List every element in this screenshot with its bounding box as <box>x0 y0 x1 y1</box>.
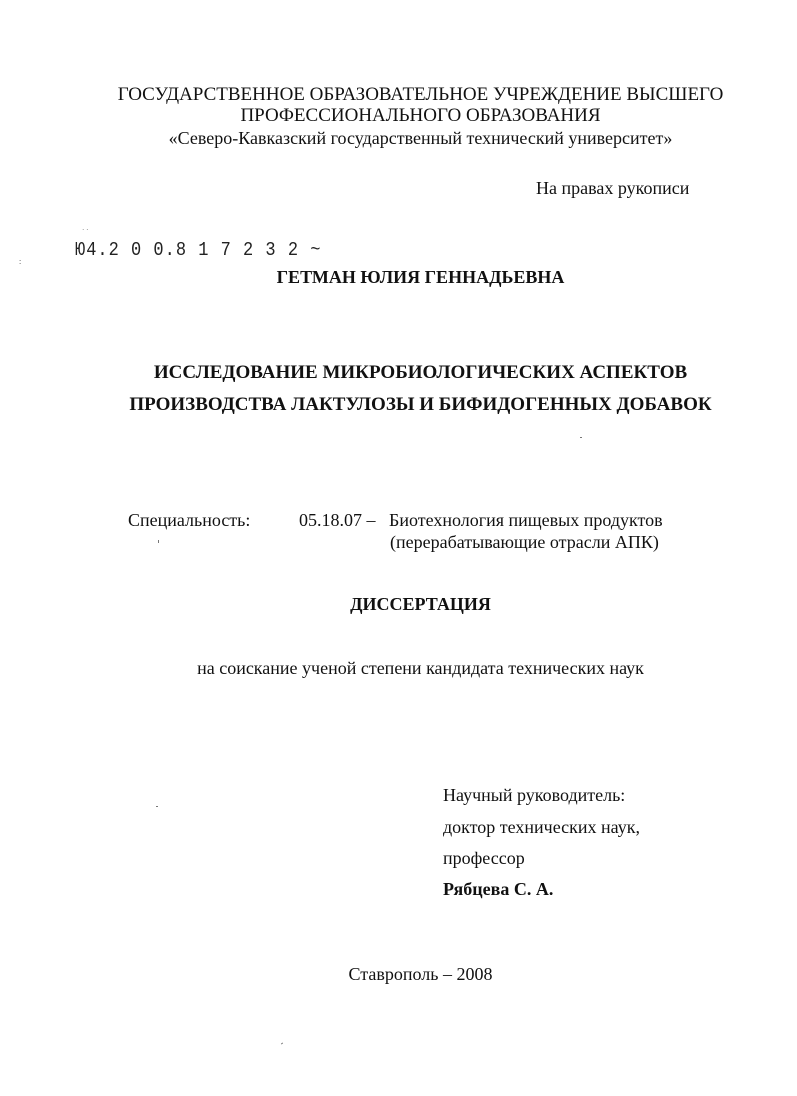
supervisor-label: Научный руководитель: <box>443 785 626 805</box>
scan-speck <box>580 437 582 438</box>
scan-speck <box>158 540 159 543</box>
supervisor-degree: доктор технических наук, <box>443 817 640 837</box>
specialty-code: 05.18.07 – <box>299 510 376 530</box>
specialty-subtitle: (перерабатывающие отрасли АПК) <box>390 532 659 552</box>
institution-line-2: ПРОФЕССИОНАЛЬНОГО ОБРАЗОВАНИЯ <box>240 105 601 126</box>
city-year: Ставрополь – 2008 <box>348 964 493 984</box>
manuscript-note: На правах рукописи <box>536 178 690 198</box>
scan-mark-top: · · <box>82 226 89 234</box>
specialty-label: Специальность: <box>128 510 251 530</box>
registry-number-stamp: Ю4.2 0 0.8 1 7 2 3 2 ~ <box>75 240 322 262</box>
dissertation-title-line-2: ПРОИЗВОДСТВА ЛАКТУЛОЗЫ И БИФИДОГЕННЫХ ДОБАВОК <box>129 394 712 415</box>
supervisor-rank: профессор <box>443 848 525 868</box>
scan-mark-left: : <box>19 257 22 266</box>
dissertation-title-line-1: ИССЛЕДОВАНИЕ МИКРОБИОЛОГИЧЕСКИХ АСПЕКТОВ <box>153 362 688 383</box>
scan-speck <box>156 806 158 807</box>
author-name: ГЕТМАН ЮЛИЯ ГЕННАДЬЕВНА <box>276 267 565 287</box>
supervisor-name: Рябцева С. А. <box>443 879 554 899</box>
degree-text: на соискание ученой степени кандидата технических наук <box>197 658 644 678</box>
scan-speck <box>281 1042 283 1044</box>
institution-line-3: «Северо-Кавказский государственный технический университет» <box>168 128 673 148</box>
institution-line-1: ГОСУДАРСТВЕННОЕ ОБРАЗОВАТЕЛЬНОЕ УЧРЕЖДЕНИЕ ВЫСШЕГО <box>117 84 724 105</box>
document-type: ДИССЕРТАЦИЯ <box>350 594 491 614</box>
specialty-name: Биотехнология пищевых продуктов <box>389 510 663 530</box>
